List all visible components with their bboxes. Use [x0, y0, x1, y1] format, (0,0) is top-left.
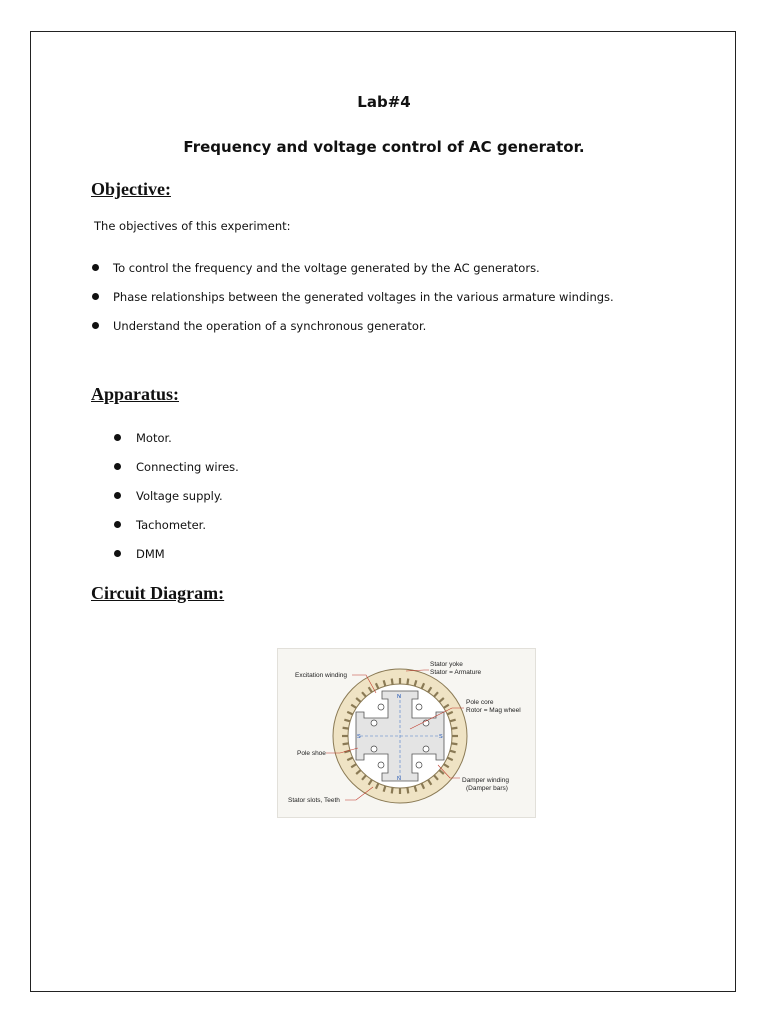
generator-diagram-svg [278, 649, 535, 817]
lab-number: Lab#4 [357, 93, 411, 111]
apparatus-list [114, 429, 239, 574]
circuit-diagram-heading: Circuit Diagram: [91, 583, 225, 603]
stator-tooth [451, 743, 457, 744]
stator-tooth [343, 728, 349, 729]
list-item [114, 458, 239, 487]
label-stator-armature: Stator = Armature [430, 669, 482, 676]
apparatus-heading: Apparatus: [91, 384, 180, 404]
objective-list [92, 259, 614, 346]
list-item [114, 545, 239, 574]
list-item-text: Motor. [136, 431, 172, 445]
bullet-icon [114, 550, 121, 557]
pole-label-n-bottom: N [397, 776, 401, 782]
bullet-icon [114, 492, 121, 499]
stator-tooth [392, 787, 393, 793]
list-item [114, 429, 239, 458]
pole-label-n-top: N [397, 694, 401, 700]
stator-tooth [407, 679, 408, 685]
label-pole-shoe: Pole shoe [297, 750, 326, 757]
list-item [114, 487, 239, 516]
list-item [92, 259, 614, 288]
bullet-icon [92, 293, 99, 300]
list-item [114, 516, 239, 545]
list-item-text: DMM [136, 547, 165, 561]
label-excitation-winding: Excitation winding [295, 672, 348, 679]
label-pole-core: Pole core [466, 699, 494, 706]
label-damper-winding: Damper winding [462, 777, 509, 784]
list-item [92, 288, 614, 317]
list-item-text: Voltage supply. [136, 489, 223, 503]
label-stator-yoke: Stator yoke [430, 661, 463, 668]
pole-label-s-right: S [439, 734, 443, 740]
list-item-text: Phase relationships between the generated voltages in the various armature windings. [113, 290, 614, 304]
list-item [92, 317, 614, 346]
stator-tooth [392, 679, 393, 685]
list-item-text: Understand the operation of a synchronous generator. [113, 319, 427, 333]
label-stator-slots: Stator slots, Teeth [288, 797, 340, 804]
objective-intro: The objectives of this experiment: [94, 219, 291, 233]
label-rotor-mag-wheel: Rotor = Mag wheel [466, 707, 521, 714]
pole-label-s-left: S [357, 734, 361, 740]
stator-tooth [343, 743, 349, 744]
bullet-icon [92, 322, 99, 329]
generator-diagram [277, 648, 536, 818]
list-item-text: Tachometer. [136, 518, 207, 532]
list-item-text: Connecting wires. [136, 460, 239, 474]
list-item-text: To control the frequency and the voltage generated by the AC generators. [113, 261, 540, 275]
bullet-icon [114, 463, 121, 470]
stator-tooth [451, 728, 457, 729]
bullet-icon [92, 264, 99, 271]
document-title: Frequency and voltage control of AC generator. [183, 138, 585, 156]
stator-tooth [407, 787, 408, 793]
bullet-icon [114, 434, 121, 441]
label-damper-bars: (Damper bars) [466, 785, 508, 792]
bullet-icon [114, 521, 121, 528]
objective-heading: Objective: [91, 179, 171, 199]
